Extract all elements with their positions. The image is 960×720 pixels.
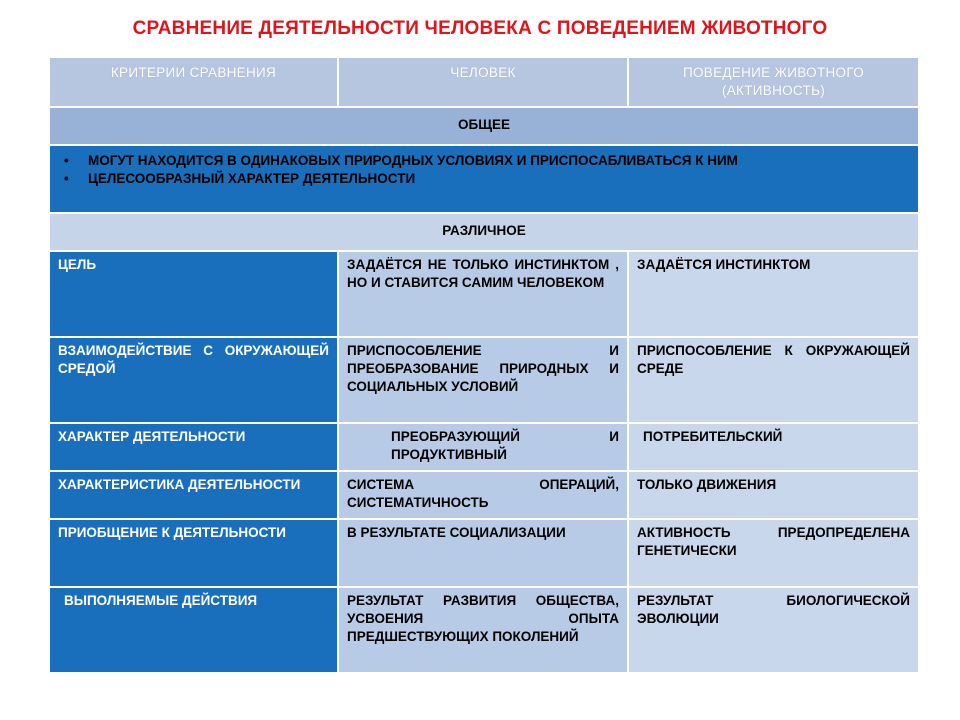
comparison-table: [48, 56, 920, 674]
header-row: [49, 57, 919, 107]
animal-cell: ПОТРЕБИТЕЛЬСКИЙ: [628, 423, 919, 471]
page-title: СРАВНЕНИЕ ДЕЯТЕЛЬНОСТИ ЧЕЛОВЕКА С ПОВЕДЕНИЕМ ЖИВОТНОГО: [132, 18, 828, 39]
table-row: [49, 519, 919, 587]
table-row: [49, 423, 919, 471]
header-animal: ПОВЕДЕНИЕ ЖИВОТНОГО (АКТИВНОСТЬ): [628, 57, 919, 107]
animal-cell: ЗАДАЁТСЯ ИНСТИНКТОМ: [628, 251, 919, 337]
table-row: [49, 251, 919, 337]
table-row: [49, 471, 919, 519]
human-cell: В РЕЗУЛЬТАТЕ СОЦИАЛИЗАЦИИ: [338, 519, 628, 587]
common-list: [58, 152, 910, 188]
criterion-cell: ЦЕЛЬ: [49, 251, 338, 337]
criterion-cell: ХАРАКТЕРИСТИКА ДЕЯТЕЛЬНОСТИ: [49, 471, 338, 519]
table-row: [49, 587, 919, 673]
section-different-row: [49, 213, 919, 251]
animal-cell: ТОЛЬКО ДВИЖЕНИЯ: [628, 471, 919, 519]
animal-cell: РЕЗУЛЬТАТ БИОЛОГИЧЕСКОЙ ЭВОЛЮЦИИ: [628, 587, 919, 673]
common-item: • ЦЕЛЕСООБРАЗНЫЙ ХАРАКТЕР ДЕЯТЕЛЬНОСТИ: [88, 170, 910, 188]
common-items-row: [49, 145, 919, 213]
common-items-cell: [49, 145, 919, 213]
section-different-label: РАЗЛИЧНОЕ: [49, 213, 919, 251]
criterion-cell: ХАРАКТЕР ДЕЯТЕЛЬНОСТИ: [49, 423, 338, 471]
animal-cell: АКТИВНОСТЬ ПРЕДОПРЕДЕЛЕНА ГЕНЕТИЧЕСКИ: [628, 519, 919, 587]
human-cell: ЗАДАЁТСЯ НЕ ТОЛЬКО ИНСТИНКТОМ , НО И СТАВИТСЯ САМИМ ЧЕЛОВЕКОМ: [338, 251, 628, 337]
animal-cell: ПРИСПОСОБЛЕНИЕ К ОКРУЖАЮЩЕЙ СРЕДЕ: [628, 337, 919, 423]
human-cell: ПРИСПОСОБЛЕНИЕ И ПРЕОБРАЗОВАНИЕ ПРИРОДНЫХ И СОЦИАЛЬНЫХ УСЛОВИЙ: [338, 337, 628, 423]
criterion-cell: ПРИОБЩЕНИЕ К ДЕЯТЕЛЬНОСТИ: [49, 519, 338, 587]
section-common-row: [49, 107, 919, 145]
common-item: • МОГУТ НАХОДИТСЯ В ОДИНАКОВЫХ ПРИРОДНЫХ УСЛОВИЯХ И ПРИСПОСАБЛИВАТЬСЯ К НИМ: [88, 152, 910, 170]
criterion-cell: ВЗАИМОДЕЙСТВИЕ С ОКРУЖАЮЩЕЙ СРЕДОЙ: [49, 337, 338, 423]
human-cell: СИСТЕМА ОПЕРАЦИЙ, СИСТЕМАТИЧНОСТЬ: [338, 471, 628, 519]
table-row: [49, 337, 919, 423]
header-human: ЧЕЛОВЕК: [338, 57, 628, 107]
human-cell: РЕЗУЛЬТАТ РАЗВИТИЯ ОБЩЕСТВА, УСВОЕНИЯ ОПЫТА ПРЕДШЕСТВУЮЩИХ ПОКОЛЕНИЙ: [338, 587, 628, 673]
header-criteria: КРИТЕРИИ СРАВНЕНИЯ: [49, 57, 338, 107]
criterion-cell: ВЫПОЛНЯЕМЫЕ ДЕЙСТВИЯ: [49, 587, 338, 673]
section-common-label: ОБЩЕЕ: [49, 107, 919, 145]
human-cell: ПРЕОБРАЗУЮЩИЙ И ПРОДУКТИВНЫЙ: [338, 423, 628, 471]
